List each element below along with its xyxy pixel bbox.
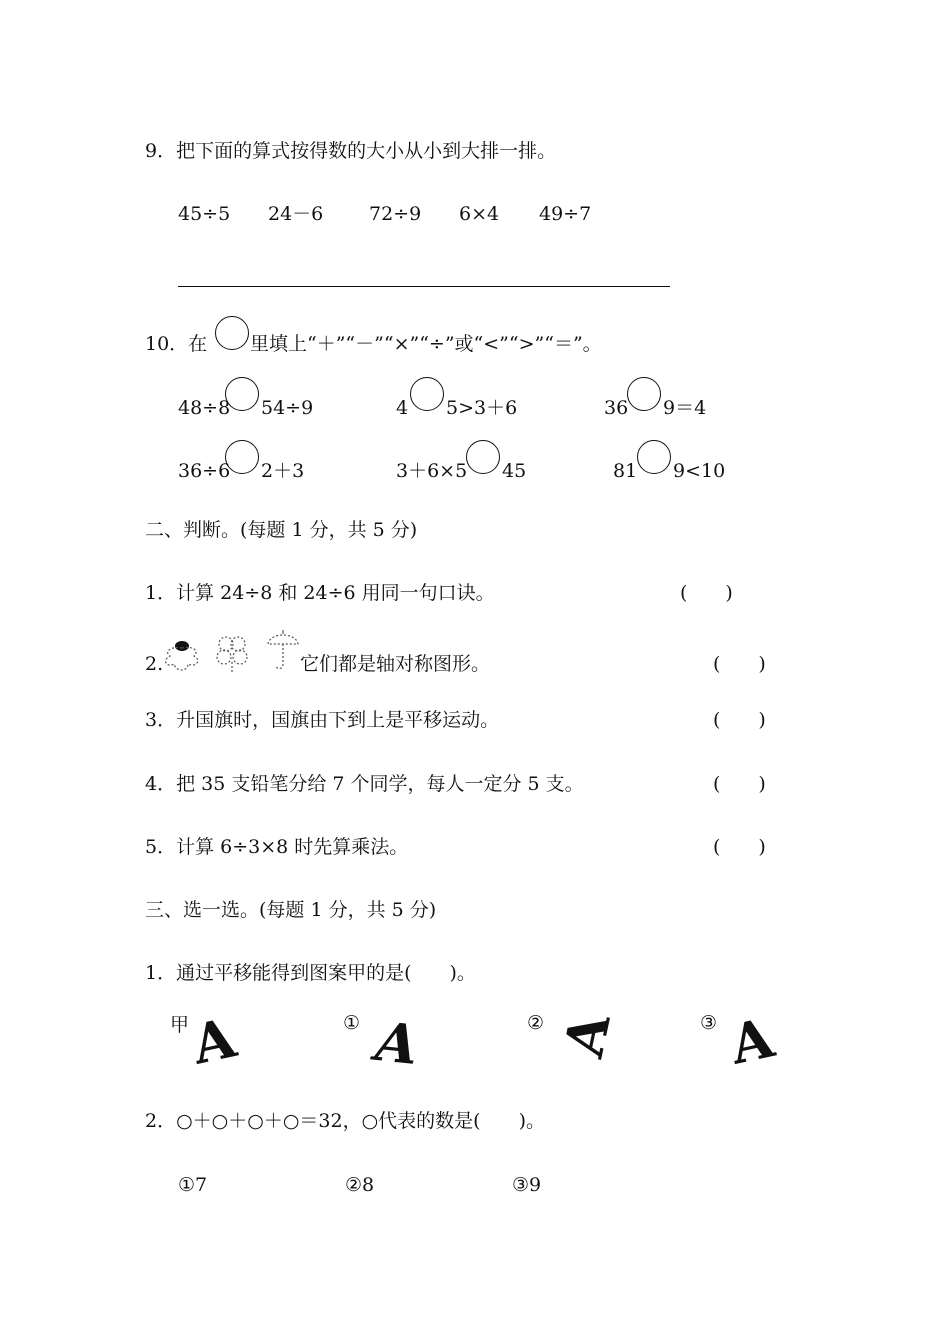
judge-item-5: 5．计算 6÷3×8 时先算乘法。 — [145, 836, 409, 858]
q9-expression-2: 24－6 — [268, 203, 324, 225]
option-3-letter[interactable]: A — [724, 1005, 780, 1077]
q10-example-circle — [215, 316, 249, 350]
q10-r2c2-right: 45 — [502, 460, 527, 482]
judge-item-1: 1．计算 24÷8 和 24÷6 用同一句口诀。 — [145, 582, 495, 604]
q9-answer-line[interactable] — [178, 286, 670, 287]
q10-r1c2-left: 4 — [396, 397, 409, 419]
choice-q2-option-2[interactable]: ②8 — [345, 1174, 375, 1196]
flower-icon — [160, 638, 204, 674]
section3-heading: 三、选一选。(每题 1 分，共 5 分) — [145, 899, 437, 921]
judge-item-2: 它们都是轴对称图形。 — [300, 653, 491, 675]
q10-r2c3-right: 9<10 — [673, 460, 726, 482]
q10-r1c1-blank-circle[interactable] — [225, 377, 259, 411]
judge-item-2-number: 2. — [145, 653, 164, 675]
choice-q2-option-1[interactable]: ①7 — [178, 1174, 208, 1196]
option-1-label[interactable]: ① — [343, 1012, 361, 1034]
q9-expression-5: 49÷7 — [539, 203, 592, 225]
q9-expression-4: 6×4 — [459, 203, 500, 225]
q10-r2c1-blank-circle[interactable] — [225, 440, 259, 474]
pattern-jia-letter: A — [186, 1005, 242, 1077]
q10-r1c2-blank-circle[interactable] — [410, 377, 444, 411]
q10-r1c3-right: 9＝4 — [663, 397, 707, 419]
judge-item-2-answer[interactable]: ( ) — [713, 653, 766, 675]
option-2-letter[interactable]: A — [551, 1007, 623, 1063]
section2-heading: 二、判断。(每题 1 分，共 5 分) — [145, 519, 418, 541]
q10-r1c1-left: 48÷8 — [178, 397, 231, 419]
q10-r1c3-left: 36 — [604, 397, 629, 419]
pattern-label-jia: 甲 — [170, 1014, 190, 1036]
q10-r1c1-right: 54÷9 — [261, 397, 314, 419]
q10-r1c2-right: 5>3＋6 — [446, 397, 518, 419]
q10-r2c1-left: 36÷6 — [178, 460, 231, 482]
umbrella-icon — [266, 628, 300, 672]
judge-item-5-answer[interactable]: ( ) — [713, 836, 766, 858]
clover-icon — [212, 632, 254, 674]
judge-item-1-answer[interactable]: ( ) — [680, 582, 733, 604]
q10-r1c3-blank-circle[interactable] — [627, 377, 661, 411]
q10-prompt-number: 10．在 — [145, 333, 208, 355]
judge-item-4: 4．把 35 支铅笔分给 7 个同学，每人一定分 5 支。 — [145, 773, 584, 795]
judge-item-4-answer[interactable]: ( ) — [713, 773, 766, 795]
q10-r2c3-left: 81 — [613, 460, 638, 482]
q10-r2c2-left: 3＋6×5 — [396, 460, 468, 482]
choice-q2-prompt: 2．○＋○＋○＋○＝32，○代表的数是( )。 — [145, 1110, 545, 1132]
q9-expression-3: 72÷9 — [369, 203, 422, 225]
q10-r2c1-right: 2＋3 — [261, 460, 305, 482]
option-3-label[interactable]: ③ — [700, 1012, 718, 1034]
q9-prompt: 9．把下面的算式按得数的大小从小到大排一排。 — [145, 140, 557, 162]
judge-item-3: 3．升国旗时，国旗由下到上是平移运动。 — [145, 709, 500, 731]
q10-prompt-rest: 里填上“＋”“－”“×”“÷”或“<”“>”“＝”。 — [250, 333, 602, 355]
choice-q1-prompt: 1．通过平移能得到图案甲的是( )。 — [145, 962, 476, 984]
option-2-label[interactable]: ② — [527, 1012, 545, 1034]
judge-item-3-answer[interactable]: ( ) — [713, 709, 766, 731]
q10-r2c2-blank-circle[interactable] — [466, 440, 500, 474]
q10-r2c3-blank-circle[interactable] — [637, 440, 671, 474]
q9-expression-1: 45÷5 — [178, 203, 231, 225]
choice-q2-option-3[interactable]: ③9 — [512, 1174, 542, 1196]
option-1-letter[interactable]: A — [372, 1008, 422, 1078]
